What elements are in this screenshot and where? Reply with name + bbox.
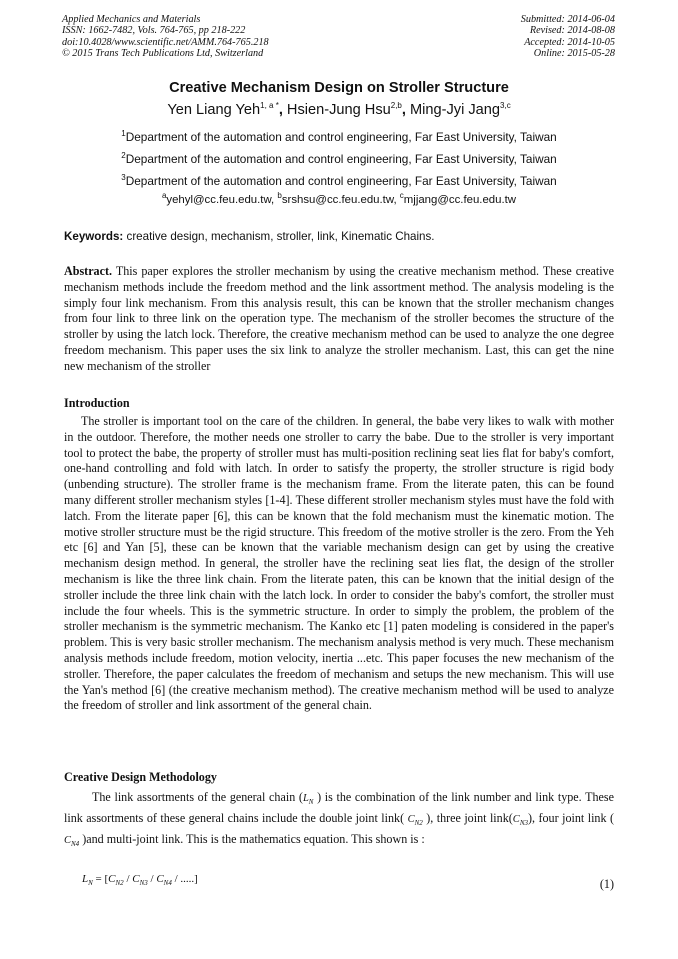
author-sup: 2,b <box>390 101 402 111</box>
symbol-ln: $L_N$ <box>302 793 314 807</box>
equation-number: (1) <box>599 877 614 891</box>
creative-design-text: The link assortments of the general chain ($L_N$ ) is the combination of the link number and link type. These link assortments of these general chains include the double joint link( $C_{N2}$ ), three joint $link(C_{N3})$, four joint link ( $C_{N4}$ )and multi-joint link. This is the mathematics equation. This shown is : <box>64 790 614 848</box>
author-list: Yen Liang Yeh$^{1, a *}$, Hsien-Jung Hsu$^{2,b}$, Ming-Jyi Jang$^{3,c}$ <box>167 101 511 118</box>
section-heading-introduction: Introduction <box>64 396 130 410</box>
symbol-cn4: $C_{N4}$ <box>64 834 80 848</box>
accepted-date: Accepted: 2014-10-05 <box>524 36 615 48</box>
author-sup: 1, a * <box>260 101 279 111</box>
abstract <box>64 264 614 375</box>
equation-1: $L_N = [C_{N2} / C_{N3} / C_{N4}$ / .....] <box>82 873 198 888</box>
paper-title: Creative Mechanism Design on Stroller Structure <box>169 80 509 96</box>
abstract-text: This paper explores the stroller mechanism by using the creative mechanism method. These creative mechanism methods include the freedom method and the link assortment method. The analysis modeling is the simply four link mechanism. From this analysis result, this can be known that the stroller mechanism changes from four link to three link on the operation type. The mechanism of the stroller becomes the structure of the stroller by using the latch lock. Therefore, the creative mechanism method can be used to analyze the one degree freedom mechanism. This paper uses the six link to analyze the stroller mechanism. Last, this can get the nine new mechanism of the stroller <box>64 264 614 373</box>
copyright: © 2015 Trans Tech Publications Ltd, Switzerland <box>62 48 264 60</box>
affiliation: $^1$Department of the automation and control engineering, Far East University, Taiwan <box>121 129 557 144</box>
keywords <box>64 230 435 243</box>
symbol-cn3: $C_{N3}$ <box>512 813 528 827</box>
online-date: Online: 2015-05-28 <box>533 48 615 60</box>
abstract-label: Abstract. <box>64 264 113 278</box>
revised-date: Revised: 2014-08-08 <box>529 25 615 37</box>
journal-info <box>62 14 269 60</box>
journal-name: Applied Mechanics and Materials <box>62 14 201 25</box>
doi: doi:10.4028/www.scientific.net/AMM.764-765.218 <box>62 36 269 48</box>
affiliation: $^2$Department of the automation and control engineering, Far East University, Taiwan <box>121 151 557 166</box>
author-name: Yen Liang Yeh <box>167 102 261 118</box>
email: yehyl@cc.feu.edu.tw <box>166 194 272 206</box>
issn: ISSN: 1662-7482, Vols. 764-765, pp 218-222 <box>62 25 246 37</box>
author-name: Ming-Jyi Jang <box>409 102 501 118</box>
submission-dates <box>521 14 615 60</box>
author-name: Hsien-Jung Hsu <box>286 102 391 118</box>
author-sup: 3,c <box>500 101 511 111</box>
email: srshsu@cc.feu.edu.tw <box>281 194 394 206</box>
submitted-date: Submitted: 2014-06-04 <box>520 14 615 25</box>
affiliation: $^3$Department of the automation and control engineering, Far East University, Taiwan <box>121 173 557 188</box>
section-heading-creative-design: Creative Design Methodology <box>64 770 217 784</box>
keywords-text: creative design, mechanism, stroller, link, Kinematic Chains. <box>126 230 435 243</box>
email: mjjang@cc.feu.edu.tw <box>403 194 517 206</box>
symbol-cn2: $C_{N2}$ <box>407 813 423 827</box>
keywords-label: Keywords: <box>64 230 124 243</box>
email-list: $^a$yehyl@cc.feu.edu.tw, $^b$srshsu@cc.feu.edu.tw, $^c$mjjang@cc.feu.edu.tw <box>161 191 517 206</box>
introduction-text: The stroller is important tool on the care of the children. In general, the babe very likes to walk with mother in the outdoor. Therefore, the mother needs one stroller to carry the babe. Due to the stroller is very important tool to protect the babe, the property of stroller must has multi-position reclining seat lies flat for baby's comfort, one-hand controlling and fold with latch. In order to satisfy the property, the stroller structure is rigid body (unbending structure). The stroller frame is the mechanism frame. From the literate paten, this can be found many different stroller mechanism styles [1-4]. These different stroller mechanism styles must have the fold with latch. From the literate paper [6], this can be known that the fold mechanism must the kinematic motion. The motive stroller structure must be the rigid structure. This freedom of the motive stroller is the zero. From the Yeh etc [6] and Yan [5], these can be known that the variable mechanism design can get by using the creative mechanism design method. In general, the stroller have the reclining seat lies flat, the design of the stroller mechanism is like the three link chain. From the literate paten, this can be known that the initial design of the stroller include the three link chain with the latch lock. In order to consider the baby's comfort, the stroller must include the four wheels. This is the symmetric structure. In order to simply the problem, the problem of the stroller mechanism is the symmetric mechanism. The Kanko etc [1] paten modeling is considered in the paper's problem. This is very basic stroller mechanism. The mechanism analysis method is very much. These mechanism analysis methods include freedom, motion velocity, inertia ...etc. This paper focuses the new mechanism of the stroller. Therefore, the paper calculates the freedom of mechanism and setups the new mechanism. This will use the Yan's method [6] (the creative mechanism method). The creative mechanism method will be used to analyze the freedom of stroller and link assortment of the general chain. <box>64 414 614 713</box>
